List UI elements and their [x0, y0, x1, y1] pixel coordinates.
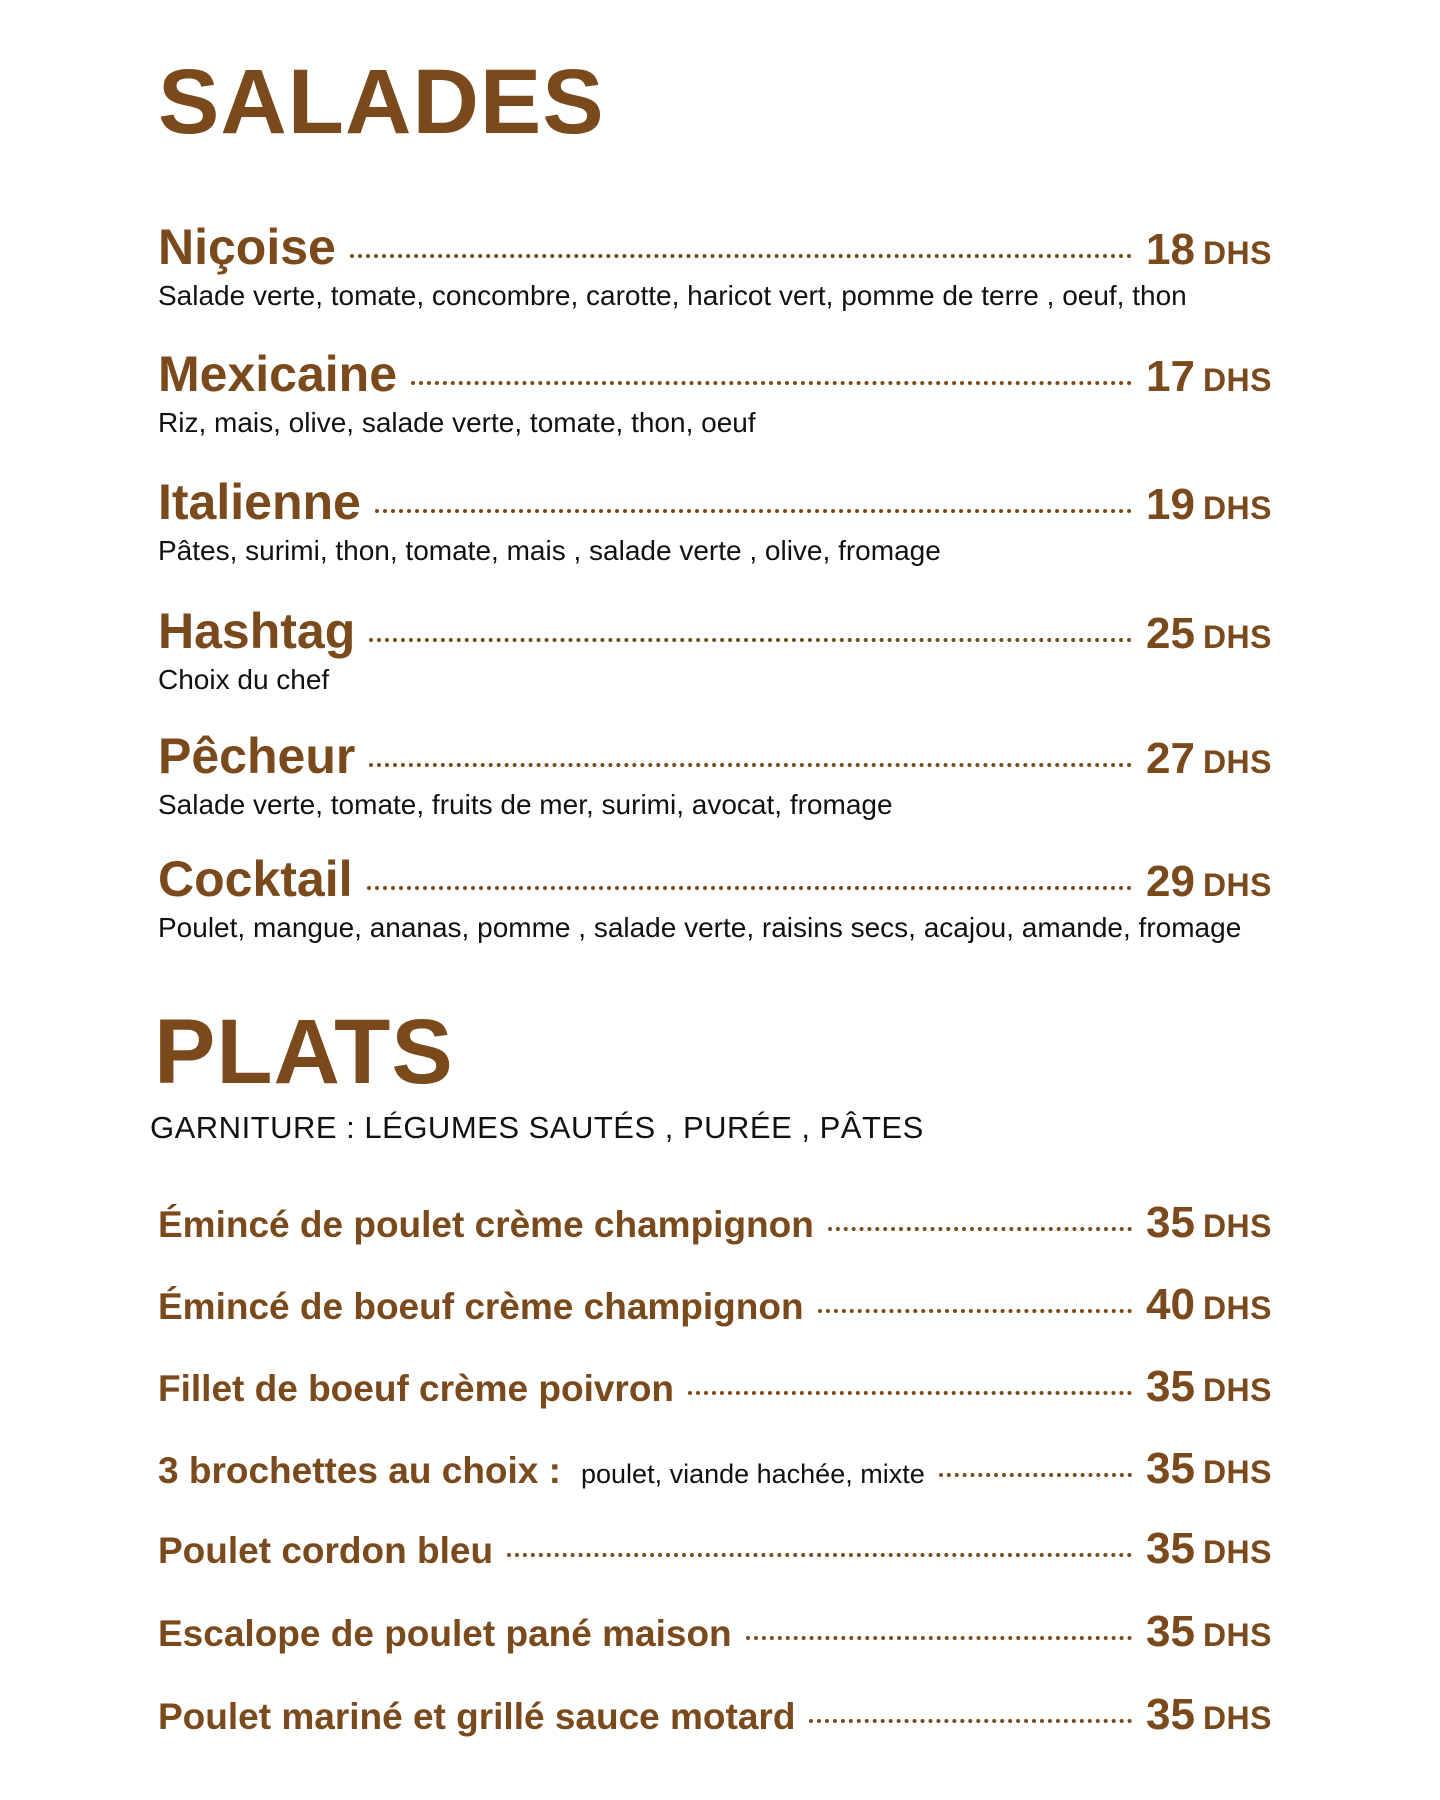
- price-currency: DHS: [1202, 619, 1272, 655]
- plat-item-name: Émincé de poulet crème champignon: [158, 1204, 814, 1245]
- leader-dots: [507, 1553, 1132, 1557]
- plat-item: [158, 1280, 1272, 1330]
- salad-item-name: Hashtag: [158, 603, 356, 659]
- price-currency: DHS: [1202, 490, 1272, 526]
- price-currency: DHS: [1202, 1372, 1272, 1408]
- price-currency: DHS: [1202, 744, 1272, 780]
- plat-item: [158, 1607, 1272, 1657]
- price-amount: 35: [1145, 1362, 1195, 1411]
- salad-item-pecheur: [158, 727, 1272, 821]
- plat-item-price: [1146, 1524, 1272, 1574]
- salad-item-description: Salade verte, tomate, fruits de mer, surimi, avocat, fromage: [158, 789, 893, 820]
- price-currency: DHS: [1202, 1617, 1272, 1653]
- salad-item-mexicaine: [158, 345, 1272, 439]
- plat-item-name: Poulet cordon bleu: [158, 1530, 494, 1571]
- plat-item-name: Émincé de boeuf crème champignon: [158, 1286, 804, 1327]
- leader-dots: [809, 1719, 1132, 1723]
- price-currency: DHS: [1202, 1700, 1272, 1736]
- price-amount: 29: [1145, 857, 1195, 906]
- price-currency: DHS: [1202, 1208, 1272, 1244]
- leader-dots: [828, 1227, 1132, 1231]
- salad-item-description: Pâtes, surimi, thon, tomate, mais , salade verte , olive, fromage: [158, 535, 941, 566]
- plat-item-name: Fillet de boeuf crème poivron: [158, 1368, 675, 1409]
- plat-item-price: [1146, 1362, 1272, 1412]
- leader-dots: [369, 763, 1132, 767]
- plat-item-name: 3 brochettes au choix :: [158, 1450, 561, 1491]
- salad-item-price: [1146, 352, 1272, 402]
- salad-item-name: Niçoise: [158, 219, 336, 275]
- leader-dots: [367, 886, 1132, 890]
- plat-item: [158, 1690, 1272, 1740]
- plat-item: [158, 1198, 1272, 1248]
- plat-item-price: [1146, 1690, 1272, 1740]
- price-currency: DHS: [1202, 1454, 1272, 1490]
- plat-item-price: [1146, 1198, 1272, 1248]
- plats-garniture-note: GARNITURE : LÉGUMES SAUTÉS , PURÉE , PÂTES: [150, 1110, 924, 1145]
- leader-dots: [746, 1636, 1132, 1640]
- price-currency: DHS: [1202, 1534, 1272, 1570]
- price-amount: 35: [1145, 1444, 1195, 1493]
- price-amount: 25: [1145, 609, 1195, 658]
- leader-dots: [939, 1473, 1132, 1477]
- price-currency: DHS: [1202, 235, 1272, 271]
- price-amount: 35: [1145, 1690, 1195, 1739]
- salad-item-price: [1146, 857, 1272, 907]
- leader-dots: [350, 254, 1132, 258]
- plat-item: [158, 1362, 1272, 1412]
- price-currency: DHS: [1202, 1290, 1272, 1326]
- salad-item-description: Poulet, mangue, ananas, pomme , salade verte, raisins secs, acajou, amande, fromage: [158, 912, 1242, 943]
- leader-dots: [369, 638, 1132, 642]
- salad-item-name: Mexicaine: [158, 346, 398, 402]
- salad-item-description: Riz, mais, olive, salade verte, tomate, thon, oeuf: [158, 407, 756, 438]
- plat-item-price: [1146, 1444, 1272, 1494]
- salad-item-name: Cocktail: [158, 851, 353, 907]
- salad-item-hashtag: [158, 602, 1272, 696]
- plat-item: [158, 1524, 1272, 1574]
- salad-item-cocktail: [158, 850, 1272, 944]
- salad-item-nicoise: [158, 218, 1272, 312]
- salad-item-price: [1146, 734, 1272, 784]
- leader-dots: [688, 1391, 1132, 1395]
- salad-item-name: Italienne: [158, 474, 361, 530]
- price-amount: 35: [1145, 1524, 1195, 1573]
- price-currency: DHS: [1202, 867, 1272, 903]
- plats-section-title: PLATS: [154, 1001, 454, 1103]
- salad-item-price: [1146, 609, 1272, 659]
- price-currency: DHS: [1202, 362, 1272, 398]
- price-amount: 35: [1145, 1198, 1195, 1247]
- plat-item-name: Poulet mariné et grillé sauce motard: [158, 1696, 796, 1737]
- leader-dots: [818, 1309, 1132, 1313]
- price-amount: 40: [1145, 1280, 1195, 1329]
- price-amount: 19: [1145, 480, 1195, 529]
- salad-item-name: Pêcheur: [158, 728, 356, 784]
- plat-item-note: poulet, viande hachée, mixte: [581, 1459, 925, 1489]
- plat-item-name: Escalope de poulet pané maison: [158, 1613, 732, 1654]
- price-amount: 18: [1145, 225, 1195, 274]
- salad-item-italienne: [158, 473, 1272, 567]
- price-amount: 35: [1145, 1607, 1195, 1656]
- price-amount: 17: [1145, 352, 1195, 401]
- plat-item: [158, 1444, 1272, 1494]
- plat-item-price: [1146, 1280, 1272, 1330]
- leader-dots: [375, 509, 1132, 513]
- price-amount: 27: [1145, 734, 1195, 783]
- salad-item-description: Salade verte, tomate, concombre, carotte, haricot vert, pomme de terre , oeuf, thon: [158, 280, 1187, 311]
- leader-dots: [411, 381, 1132, 385]
- salad-item-price: [1146, 480, 1272, 530]
- salad-item-price: [1146, 225, 1272, 275]
- salad-item-description: Choix du chef: [158, 664, 330, 695]
- salades-section-title: SALADES: [158, 51, 605, 153]
- plat-item-price: [1146, 1607, 1272, 1657]
